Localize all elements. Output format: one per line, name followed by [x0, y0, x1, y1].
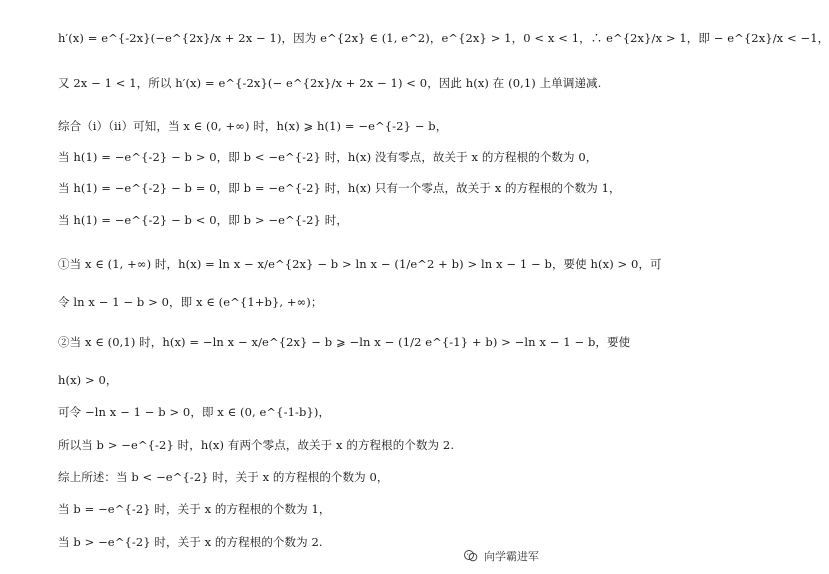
math-line-6: 当 h(1) = −e^{-2} − b < 0，即 b > −e^{-2} 时，: [58, 213, 348, 227]
math-line-10: h(x) > 0，: [58, 373, 118, 387]
math-line-2: 又 2x − 1 < 1，所以 h′(x) = e^{-2x}(− e^{2x}/x + 2x − 1) < 0，因此 h(x) 在 (0,1) 上单调递减.: [58, 76, 602, 90]
math-line-12: 所以当 b > −e^{-2} 时，h(x) 有两个零点，故关于 x 的方程根的个数为 2.: [58, 438, 455, 452]
math-line-5: 当 h(1) = −e^{-2} − b = 0，即 b = −e^{-2} 时，h(x) 只有一个零点，故关于 x 的方程根的个数为 1，: [58, 181, 621, 195]
math-line-15: 当 b > −e^{-2} 时，关于 x 的方程根的个数为 2.: [58, 535, 323, 549]
math-line-1: h′(x) = e^{-2x}(−e^{2x}/x + 2x − 1)，因为 e^{2x} ∈ (1, e^2)，e^{2x} > 1，0 < x < 1，∴ e^{2x}/x > 1，即 − e^{2x}/x < −1，: [58, 31, 829, 45]
math-line-11: 可令 −ln x − 1 − b > 0，即 x ∈ (0, e^{-1-b})，: [58, 405, 331, 419]
watermark: [463, 548, 539, 564]
math-line-8: 令 ln x − 1 − b > 0，即 x ∈ (e^{1+b}, +∞)；: [58, 295, 323, 309]
math-line-7: ①当 x ∈ (1, +∞) 时，h(x) = ln x − x/e^{2x} − b > ln x − (1/e^2 + b) > ln x − 1 − b，要使 h(x) > 0，可: [58, 257, 662, 271]
math-line-9: ②当 x ∈ (0,1) 时，h(x) = −ln x − x/e^{2x} − b ⩾ −ln x − (1/2 e^{-1} + b) > −ln x − 1 − b，要使: [58, 335, 631, 349]
wechat-icon: [463, 548, 479, 564]
math-line-4: 当 h(1) = −e^{-2} − b > 0，即 b < −e^{-2} 时，h(x) 没有零点，故关于 x 的方程根的个数为 0，: [58, 150, 598, 164]
math-line-3: 综合（i）（ii）可知，当 x ∈ (0, +∞) 时，h(x) ⩾ h(1) = −e^{-2} − b，: [58, 119, 448, 133]
math-line-14: 当 b = −e^{-2} 时，关于 x 的方程根的个数为 1，: [58, 502, 331, 516]
watermark-text: 向学霸进军: [484, 550, 539, 563]
math-line-13: 综上所述：当 b < −e^{-2} 时，关于 x 的方程根的个数为 0，: [58, 470, 389, 484]
